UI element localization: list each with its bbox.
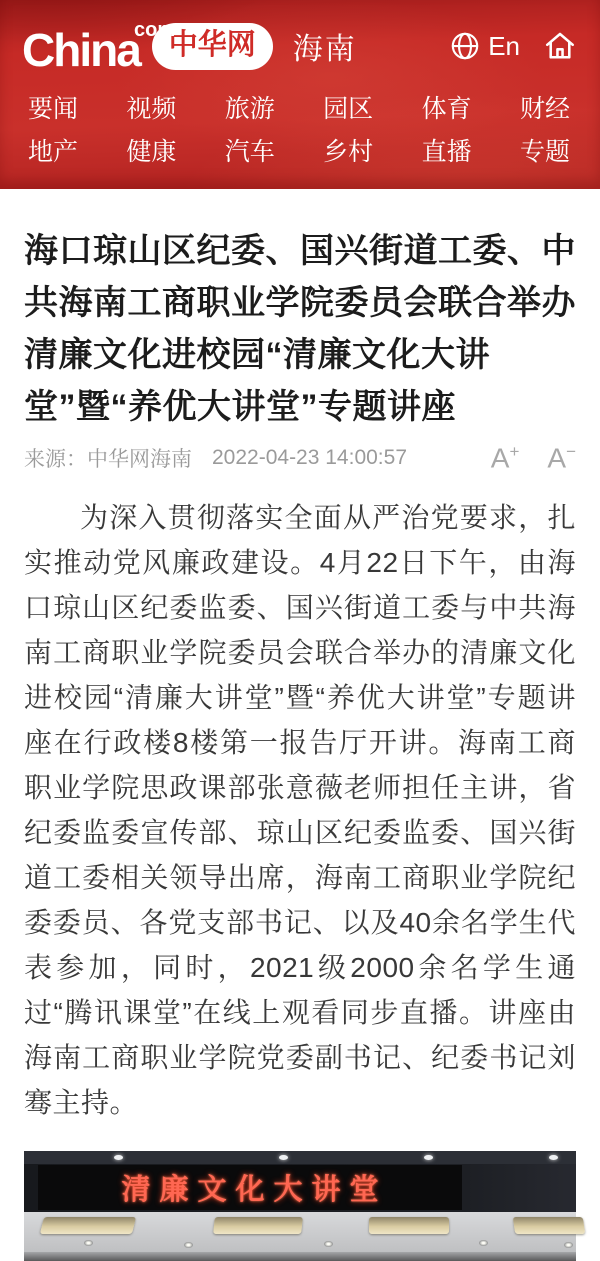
source-label: 来源：中华网海南 xyxy=(24,448,192,471)
article-meta-row xyxy=(24,443,576,473)
led-sign xyxy=(38,1165,462,1210)
article-title: 海口琼山区纪委、国兴街道工委、中共海南工商职业学院委员会联合举办清廉文化进校园“清廉文化大讲堂”暨“养优大讲堂”专题讲座 xyxy=(24,232,576,426)
primary-nav xyxy=(0,92,600,189)
language-label: En xyxy=(488,30,520,61)
nav-item-qiche[interactable]: 汽车 xyxy=(224,138,275,166)
article-photo-lecture-hall xyxy=(24,1151,576,1261)
nav-item-shipin[interactable]: 视频 xyxy=(126,95,177,123)
logo-badge: 中华网 xyxy=(152,23,273,70)
article-page xyxy=(0,225,600,1261)
photo-ceiling-lights xyxy=(24,1212,576,1252)
region-label[interactable]: 海南 xyxy=(292,33,357,66)
globe-icon xyxy=(448,29,482,63)
publish-timestamp: 2022-04-23 14:00:57 xyxy=(212,446,407,469)
font-increase-button[interactable]: A+ xyxy=(490,442,520,474)
nav-column xyxy=(126,94,176,167)
header-actions xyxy=(448,28,578,64)
article-body-paragraph: 为深入贯彻落实全面从严治党要求，扎实推动党风廉政建设。4月22日下午，由海口琼山区纪委监委、国兴街道工委与中共海南工商职业学院委员会联合举办的清廉文化进校园“清廉大讲堂”暨“养优大讲堂”专题讲座在行政楼8楼第一报告厅开讲。海南工商职业学院思政课部张意薇老师担任主讲，省纪委监委宣传部、琼山区纪委监委、国兴街道工委相关领导出席，海南工商职业学院纪委委员、各党支部书记、以及40余名学生代表参加，同时，2021级2000余名学生通过“腾讯课堂”在线上观看同步直播。讲座由海南工商职业学院党委副书记、纪委书记刘骞主持。 xyxy=(24,502,576,1118)
nav-item-tiyu[interactable]: 体育 xyxy=(421,95,472,123)
language-switch-button[interactable] xyxy=(448,29,520,63)
nav-item-yuanqu[interactable]: 园区 xyxy=(323,95,374,123)
site-masthead xyxy=(0,0,600,189)
photo-wall-strip xyxy=(24,1252,576,1261)
nav-item-zhuanti[interactable]: 专题 xyxy=(519,138,570,166)
nav-item-dichan[interactable]: 地产 xyxy=(28,138,79,166)
photo-ceiling-dark-strip xyxy=(24,1151,576,1164)
nav-item-zhibo[interactable]: 直播 xyxy=(421,138,472,166)
logo-china-text: China xyxy=(22,24,140,76)
nav-column xyxy=(225,94,275,167)
nav-column xyxy=(28,94,78,167)
logo-com-text: com xyxy=(134,19,176,41)
nav-item-xiangcun[interactable]: 乡村 xyxy=(323,138,374,166)
home-button[interactable] xyxy=(542,28,578,64)
font-decrease-button[interactable]: A− xyxy=(547,442,576,474)
nav-item-yaowen[interactable]: 要闻 xyxy=(28,95,79,123)
home-icon xyxy=(542,28,578,64)
nav-column xyxy=(323,94,373,167)
nav-column xyxy=(422,94,472,167)
nav-item-lvyou[interactable]: 旅游 xyxy=(224,95,275,123)
nav-item-caijing[interactable]: 财经 xyxy=(519,95,570,123)
nav-item-jiankang[interactable]: 健康 xyxy=(126,138,177,166)
photo-led-band xyxy=(24,1164,576,1212)
site-logo[interactable] xyxy=(22,19,273,76)
nav-column xyxy=(520,94,570,167)
header-top-row xyxy=(0,0,600,92)
led-sign-text: 清廉文化大讲堂 xyxy=(121,1174,388,1206)
